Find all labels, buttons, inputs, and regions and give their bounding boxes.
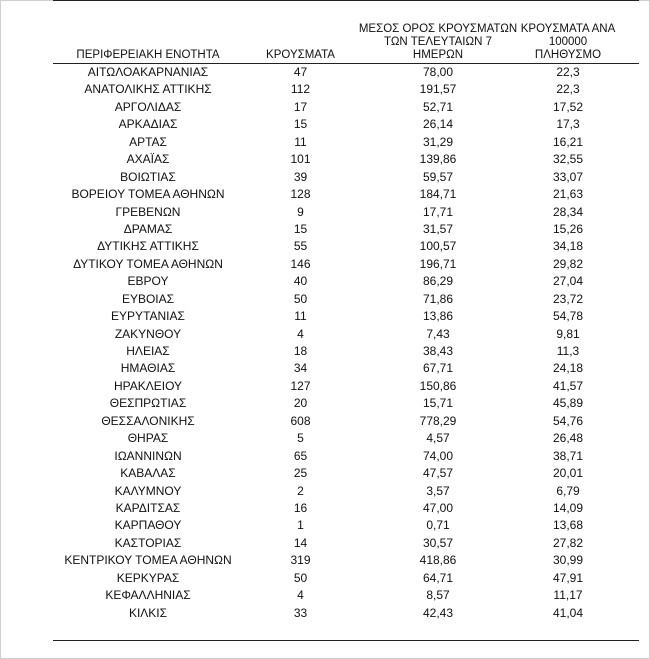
row-cases: 34 <box>293 361 308 376</box>
table-row <box>53 378 639 395</box>
table-row <box>53 500 639 517</box>
row-region: ΑΙΤΩΛΟΑΚΑΡΝΑΝΙΑΣ <box>87 65 209 79</box>
row-seven-day-average: 7,43 <box>426 326 450 341</box>
row-cases: 25 <box>293 466 308 481</box>
row-seven-day-average: 778,29 <box>419 413 457 428</box>
row-cases-per-100000: 15,26 <box>552 221 584 236</box>
row-cases: 319 <box>290 553 311 568</box>
table-row <box>53 483 639 500</box>
row-cases: 16 <box>293 500 308 515</box>
row-seven-day-average: 74,00 <box>422 448 454 463</box>
row-cases-per-100000: 9,81 <box>556 326 580 341</box>
table-header <box>53 18 639 62</box>
row-seven-day-average: 59,57 <box>422 169 454 184</box>
row-cases: 15 <box>293 221 308 236</box>
row-cases: 146 <box>290 256 311 271</box>
row-seven-day-average: 47,00 <box>422 500 454 515</box>
row-cases: 9 <box>297 204 304 219</box>
row-cases: 17 <box>293 99 308 114</box>
table-row <box>53 343 639 360</box>
row-cases: 128 <box>290 187 311 202</box>
row-region: ΚΑΛΥΜΝΟΥ <box>114 483 182 498</box>
table-row <box>53 291 639 308</box>
table-row <box>53 169 639 186</box>
row-region: ΚΑΒΑΛΑΣ <box>120 466 176 481</box>
row-region: ΙΩΑΝΝΙΝΩΝ <box>114 448 182 463</box>
row-cases-per-100000: 17,52 <box>552 99 584 114</box>
row-cases: 50 <box>293 570 308 585</box>
row-seven-day-average: 3,57 <box>426 483 450 498</box>
row-seven-day-average: 38,43 <box>422 344 454 358</box>
row-cases-per-100000: 41,04 <box>552 605 584 620</box>
header-per-line2: ΠΛΗΘΥΣΜΟ <box>534 49 602 61</box>
row-region: ΕΥΒΟΙΑΣ <box>121 291 175 306</box>
row-seven-day-average: 196,71 <box>419 256 457 271</box>
table-body <box>53 64 639 622</box>
row-cases: 112 <box>290 82 311 97</box>
row-cases-per-100000: 47,91 <box>552 570 584 585</box>
row-cases-per-100000: 11,17 <box>553 588 583 603</box>
row-cases-per-100000: 24,18 <box>552 361 584 376</box>
header-per-line1: ΚΡΟΥΣΜΑΤΑ ΑΝΑ 100000 <box>520 23 616 48</box>
row-region: ΚΑΣΤΟΡΙΑΣ <box>114 535 182 550</box>
row-seven-day-average: 52,71 <box>422 99 454 114</box>
row-seven-day-average: 31,29 <box>422 134 454 149</box>
table-row <box>53 448 639 465</box>
table-row <box>53 186 639 203</box>
header-cases-label: ΚΡΟΥΣΜΑΤΑ <box>266 49 335 61</box>
row-cases-per-100000: 38,71 <box>552 448 584 463</box>
row-region: ΑΡΤΑΣ <box>129 134 167 149</box>
row-cases-per-100000: 26,48 <box>552 431 584 446</box>
row-seven-day-average: 71,86 <box>422 291 454 306</box>
row-region: ΓΡΕΒΕΝΩΝ <box>115 204 181 219</box>
row-cases: 39 <box>293 169 308 184</box>
row-region: ΕΥΡΥΤΑΝΙΑΣ <box>111 309 185 324</box>
row-seven-day-average: 30,57 <box>422 535 454 550</box>
row-seven-day-average: 64,71 <box>422 570 454 585</box>
row-region: ΑΧΑΪΑΣ <box>126 152 170 167</box>
row-cases: 11 <box>294 134 307 149</box>
header-region <box>53 49 243 62</box>
row-cases-per-100000: 28,34 <box>552 204 584 219</box>
row-region: ΚΕΡΚΥΡΑΣ <box>116 570 180 585</box>
table-row <box>53 430 639 447</box>
row-region: ΔΥΤΙΚΗΣ ΑΤΤΙΚΗΣ <box>97 239 199 254</box>
table-row <box>53 308 639 325</box>
row-cases: 15 <box>293 117 308 132</box>
row-cases-per-100000: 54,78 <box>552 309 584 324</box>
row-cases: 18 <box>293 344 308 358</box>
table-row <box>53 587 639 604</box>
row-seven-day-average: 67,71 <box>422 361 454 376</box>
table-row <box>53 116 639 133</box>
table-row <box>53 570 639 587</box>
row-cases-per-100000: 14,09 <box>552 500 584 515</box>
row-cases: 14 <box>293 535 308 550</box>
row-cases: 20 <box>293 396 308 411</box>
row-cases-per-100000: 17,3 <box>556 117 580 132</box>
row-cases-per-100000: 16,21 <box>552 134 584 149</box>
row-seven-day-average: 47,57 <box>422 466 454 481</box>
row-cases-per-100000: 32,55 <box>552 152 584 167</box>
row-seven-day-average: 8,57 <box>426 588 450 603</box>
row-seven-day-average: 191,57 <box>419 82 457 97</box>
row-cases: 65 <box>293 448 308 463</box>
row-seven-day-average: 86,29 <box>422 274 454 289</box>
row-seven-day-average: 31,57 <box>422 221 454 236</box>
row-cases: 50 <box>293 291 308 306</box>
row-region: ΑΡΓΟΛΙΔΑΣ <box>114 99 182 114</box>
table-row <box>53 134 639 151</box>
row-cases: 5 <box>297 431 304 446</box>
row-cases-per-100000: 20,01 <box>552 466 584 481</box>
header-avg-line3: ΗΜΕΡΩΝ <box>412 49 464 61</box>
row-cases: 40 <box>293 274 308 289</box>
row-seven-day-average: 0,71 <box>426 518 450 533</box>
row-region: ΒΟΡΕΙΟΥ ΤΟΜΕΑ ΑΘΗΝΩΝ <box>71 187 225 202</box>
table-row <box>53 273 639 290</box>
header-avg-line2: ΤΩΝ ΤΕΛΕΥΤΑΙΩΝ 7 <box>384 36 492 48</box>
table-row <box>53 204 639 221</box>
row-cases: 33 <box>293 605 308 620</box>
table-row <box>53 238 639 255</box>
row-cases-per-100000: 30,99 <box>552 553 584 568</box>
row-seven-day-average: 4,57 <box>426 431 450 446</box>
row-cases-per-100000: 11,3 <box>556 344 580 358</box>
row-seven-day-average: 150,86 <box>419 378 457 393</box>
row-seven-day-average: 78,00 <box>422 65 454 79</box>
row-cases-per-100000: 41,57 <box>552 378 584 393</box>
table-row <box>53 81 639 98</box>
row-cases-per-100000: 21,63 <box>552 187 584 202</box>
header-cases <box>243 49 358 62</box>
row-seven-day-average: 139,86 <box>419 152 457 167</box>
row-cases-per-100000: 45,89 <box>552 396 584 411</box>
row-cases-per-100000: 23,72 <box>552 291 584 306</box>
row-region: ΗΛΕΙΑΣ <box>126 344 170 358</box>
row-cases-per-100000: 22,3 <box>556 82 580 97</box>
row-cases: 101 <box>290 152 311 167</box>
table-row <box>53 395 639 412</box>
row-region: ΒΟΙΩΤΙΑΣ <box>120 169 176 184</box>
row-region: ΘΗΡΑΣ <box>127 431 169 446</box>
row-cases: 608 <box>290 413 311 428</box>
row-region: ΘΕΣΣΑΛΟΝΙΚΗΣ <box>101 413 195 428</box>
table-row <box>53 552 639 569</box>
row-seven-day-average: 184,71 <box>419 187 457 202</box>
table-row <box>53 256 639 273</box>
row-region: ΑΝΑΤΟΛΙΚΗΣ ΑΤΤΙΚΗΣ <box>84 82 212 97</box>
row-region: ΚΕΝΤΡΙΚΟΥ ΤΟΜΕΑ ΑΘΗΝΩΝ <box>64 553 232 568</box>
row-seven-day-average: 13,86 <box>422 309 454 324</box>
row-region: ΔΡΑΜΑΣ <box>123 221 173 236</box>
table-bottom-rule <box>53 640 639 641</box>
table-row <box>53 517 639 534</box>
row-cases-per-100000: 54,76 <box>552 413 584 428</box>
table-row <box>53 413 639 430</box>
row-cases: 55 <box>293 239 308 254</box>
row-region: ΗΜΑΘΙΑΣ <box>120 361 176 376</box>
table-row <box>53 64 639 81</box>
table-row <box>53 360 639 377</box>
row-seven-day-average: 42,43 <box>422 605 454 620</box>
table-row <box>53 151 639 168</box>
row-cases-per-100000: 34,18 <box>552 239 584 254</box>
row-cases-per-100000: 33,07 <box>552 169 584 184</box>
header-cases-per-100000 <box>501 23 635 62</box>
row-region: ΚΑΡΔΙΤΣΑΣ <box>115 500 181 515</box>
header-region-label: ΠΕΡΙΦΕΡΕΙΑΚΗ ΕΝΟΤΗΤΑ <box>76 49 220 61</box>
table-row <box>53 326 639 343</box>
row-seven-day-average: 15,71 <box>422 396 454 411</box>
row-cases: 1 <box>297 518 304 533</box>
row-region: ΑΡΚΑΔΙΑΣ <box>118 117 178 132</box>
row-seven-day-average: 26,14 <box>422 117 454 132</box>
header-seven-day-average <box>358 23 518 62</box>
row-region: ΘΕΣΠΡΩΤΙΑΣ <box>109 396 187 411</box>
row-cases-per-100000: 6,79 <box>556 483 580 498</box>
row-region: ΚΕΦΑΛΛΗΝΙΑΣ <box>105 588 191 603</box>
row-cases-per-100000: 27,82 <box>552 535 584 550</box>
row-region: ΚΙΛΚΙΣ <box>128 605 168 620</box>
row-cases-per-100000: 22,3 <box>556 65 580 79</box>
table-row <box>53 605 639 622</box>
row-seven-day-average: 418,86 <box>419 553 457 568</box>
row-cases: 4 <box>297 326 304 341</box>
row-region: ΕΒΡΟΥ <box>127 274 169 289</box>
row-cases: 4 <box>297 588 304 603</box>
row-cases: 127 <box>290 378 311 393</box>
row-cases: 11 <box>294 309 307 324</box>
row-seven-day-average: 17,71 <box>422 204 454 219</box>
table-row <box>53 465 639 482</box>
table-row <box>53 99 639 116</box>
table-top-rule <box>53 0 639 1</box>
table-row <box>53 221 639 238</box>
row-region: ΗΡΑΚΛΕΙΟΥ <box>113 378 183 393</box>
row-cases: 47 <box>293 65 308 79</box>
header-avg-line1: ΜΕΣΟΣ ΟΡΟΣ ΚΡΟΥΣΜΑΤΩΝ <box>358 23 518 35</box>
row-cases-per-100000: 29,82 <box>552 256 584 271</box>
table-row <box>53 535 639 552</box>
row-cases: 2 <box>297 483 304 498</box>
row-cases-per-100000: 13,68 <box>552 518 584 533</box>
row-region: ΚΑΡΠΑΘΟΥ <box>114 518 182 533</box>
row-region: ΖΑΚΥΝΘΟΥ <box>114 326 182 341</box>
row-seven-day-average: 100,57 <box>419 239 457 254</box>
row-cases-per-100000: 27,04 <box>552 274 584 289</box>
row-region: ΔΥΤΙΚΟΥ ΤΟΜΕΑ ΑΘΗΝΩΝ <box>73 256 223 271</box>
